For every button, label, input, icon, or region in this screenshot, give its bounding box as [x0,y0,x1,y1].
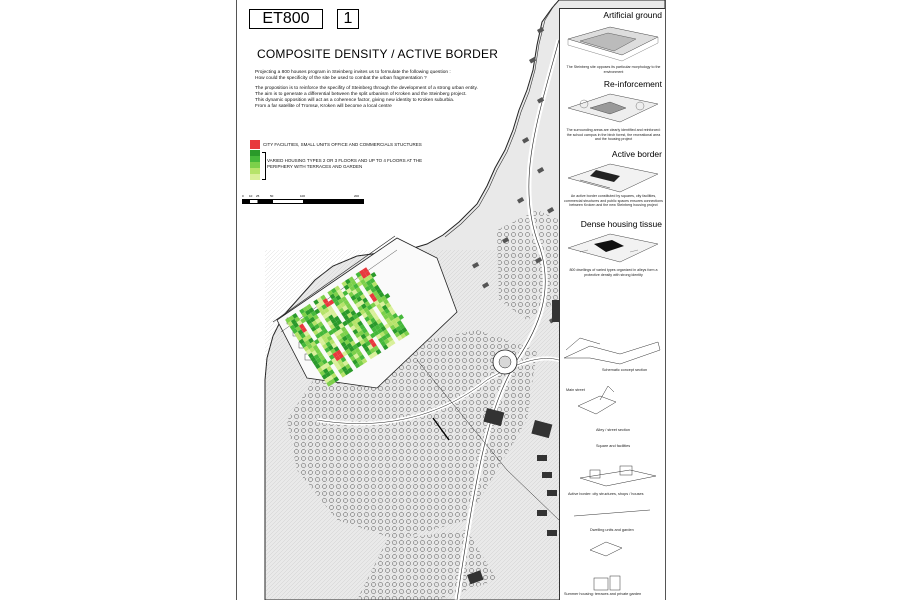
panel-caption: The surrounding areas are clearly identified and reinforced: the school campus in the birch forest, the recreational area and the housing project [566,128,661,141]
scale-tick-label: 0 [242,194,244,198]
proposition-line: The proposition is to reinforce the specifity of Steinberg through the development of a strong urban entity. [255,86,478,91]
panel-active-border [559,148,665,219]
sketch-note: Alley / street section [596,428,630,432]
intro-line: How could the specificity of the site be used to combat the urban fragmentation ? [255,76,427,81]
panel-artificial-ground [559,8,665,80]
proposition-line: From a far satellite of Tromsø, Kroken will become a local centre [255,104,392,109]
proposition-line: This dynamic opposition will act as a coherence factor, giving new identity to Kroken suburbia. [255,98,455,103]
panel-dense-housing [559,218,665,289]
project-code-box [249,9,323,29]
legend-red-swatch [250,140,260,149]
sketch-note: Summer housing: terraces and private garden [564,592,642,596]
legend-green-label: VARIED HOUSING TYPES 2 OR 3 FLOORS AND UP TO 4 FLOORS AT THE PERIPHERY WITH TERRACES AND GARDEN [267,158,423,169]
legend-green-ramp [250,150,260,180]
scale-tick-label: 50 [270,194,274,198]
panel-caption: An active border constituted by squares, city facilities, commercial structures and public spaces ensures connections between Kroken and the new Steinberg housing project [564,194,663,207]
scale-tick-label: 200 [354,194,360,198]
project-code: ET800 [262,10,310,27]
scale-tick-label: 10 [249,194,253,198]
sheet-number: 1 [343,10,353,27]
panel-title: Artificial ground [603,10,662,20]
sketch-note: Square and facilities [596,444,631,448]
panel-caption: The Steinberg site opposes its particular morphology to the environment [566,65,661,74]
proposition-line: The aim is to generate a differential between the split urbanism of Kroken and the Steinberg project. [255,92,467,97]
panel-title: Dense housing tissue [580,219,662,229]
scale-tick-label: 100 [300,194,306,198]
panel-caption: 800 dwellings of varied types organized in alleys form a protective density with strong identity [569,268,658,277]
proposition-paragraph [255,86,515,110]
active-border-diagram [560,148,665,218]
legend-red-label: CITY FACILITIES, SMALL UNITS OFFICE AND COMMERCIALS STUCTURES [263,142,422,147]
sheet-number-box [337,9,359,29]
intro-line: Projecting a 800 houses program in Steinberg invites us to formulate the following question : [255,70,451,75]
dense-housing-diagram [560,218,665,288]
sketch-note: Schematic concept section [602,368,648,372]
panel-title: Active border [611,149,662,159]
sketch-note: Active border: city structures, shops / houses [568,492,644,496]
sketch-note: Main street [566,388,585,392]
scale-bar [242,194,372,206]
poster-sheet [237,0,665,600]
panel-reinforcement [559,78,665,149]
sketch-note: Dwelling units and garden [590,528,634,532]
panel-sketches [559,288,665,600]
scale-tick-label: 25 [256,194,260,198]
poster-title: COMPOSITE DENSITY / ACTIVE BORDER [257,47,499,61]
intro-paragraph [255,70,515,82]
legend-bracket [262,152,266,180]
panel-title: Re-inforcement [603,79,662,89]
